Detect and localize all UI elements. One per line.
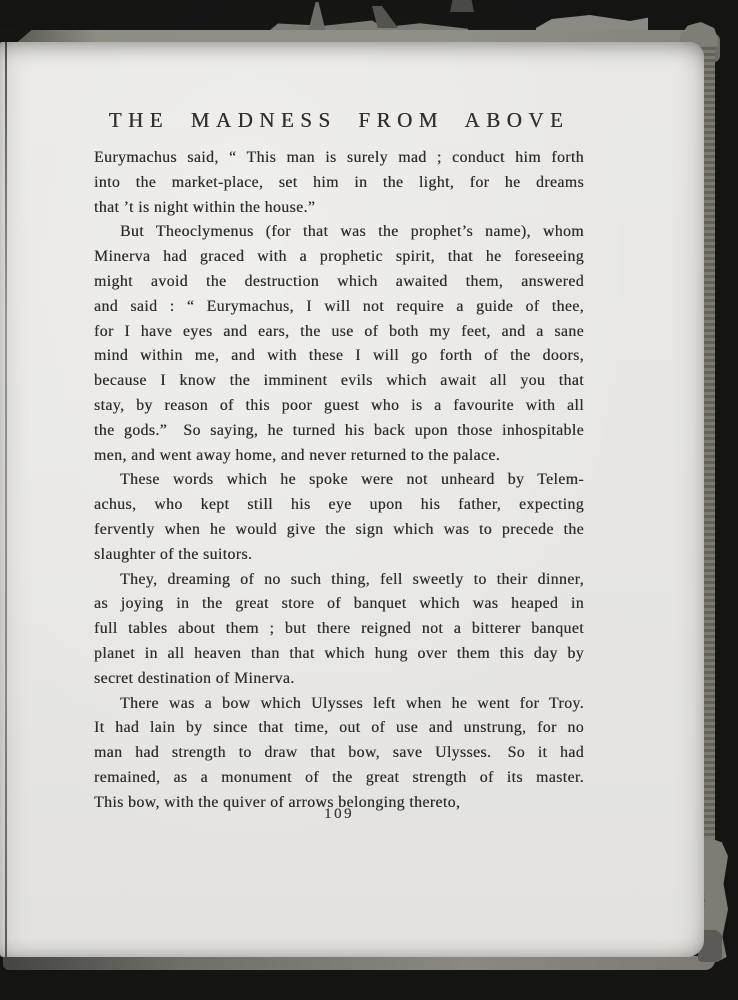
text-line: that ’t is night within the house.” (94, 198, 316, 216)
text-line: and said : “ Eurymachus, I will not require a guide of thee, (94, 297, 584, 315)
text-line: the gods.” So saying, he turned his back upon those inhospitable (94, 421, 584, 439)
page-number: 109 (324, 806, 354, 822)
text-line: achus, who kept still his eye upon his father, expecting (94, 496, 584, 514)
text-line: secret destination of Minerva. (94, 669, 295, 687)
text-line: man had strength to draw that bow, save Ulysses. So it had (94, 744, 584, 762)
text-line: as joying in the great store of banquet which was heaped in (94, 595, 584, 613)
torn-paper-tab-5 (450, 0, 474, 12)
text-line: stay, by reason of this poor guest who is a favourite with all (94, 396, 584, 414)
text-line: These words which he spoke were not unheard by Telem- (120, 471, 584, 489)
text-line: Minerva had graced with a prophetic spirit, that he foreseeing (94, 248, 584, 266)
text-line: men, and went away home, and never returned to the palace. (94, 446, 501, 464)
text-line: because I know the imminent evils which await all you that (94, 372, 584, 390)
text-line: This bow, with the quiver of arrows belonging thereto, (94, 793, 461, 811)
text-line: for I have eyes and ears, the use of both my feet, and a sane (94, 322, 584, 340)
page-body (94, 146, 584, 816)
book-page (0, 42, 704, 957)
text-line: full tables about them ; but there reigned not a bitterer banquet (94, 620, 584, 638)
gutter-shadow (5, 42, 7, 957)
text-line: Eurymachus said, “ This man is surely mad ; conduct him forth (94, 149, 584, 166)
text-line: remained, as a monument of the great strength of its master. (94, 768, 584, 786)
text-line: They, dreaming of no such thing, fell sweetly to their dinner, (120, 570, 584, 588)
text-line: mind within me, and with these I will go forth of the doors, (94, 347, 584, 365)
page-edge-bottom (3, 956, 715, 970)
text-line: But Theoclymenus (for that was the prophet’s name), whom (120, 223, 584, 241)
text-line: into the market-place, set him in the light, for he dreams (94, 173, 584, 191)
text-line: It had lain by since that time, out of use and unstrung, for no (94, 719, 584, 737)
text-line: There was a bow which Ulysses left when he went for Troy. (120, 694, 584, 712)
text-line: fervently when he would give the sign which was to precede the (94, 520, 584, 538)
text-line: might avoid the destruction which awaited them, answered (94, 272, 584, 290)
page-heading: THE MADNESS FROM ABOVE (108, 108, 570, 132)
torn-paper-tab-3 (308, 2, 326, 32)
text-line: planet in all heaven than that which hung over them this day by (94, 644, 584, 662)
text-line: slaughter of the suitors. (94, 545, 253, 563)
